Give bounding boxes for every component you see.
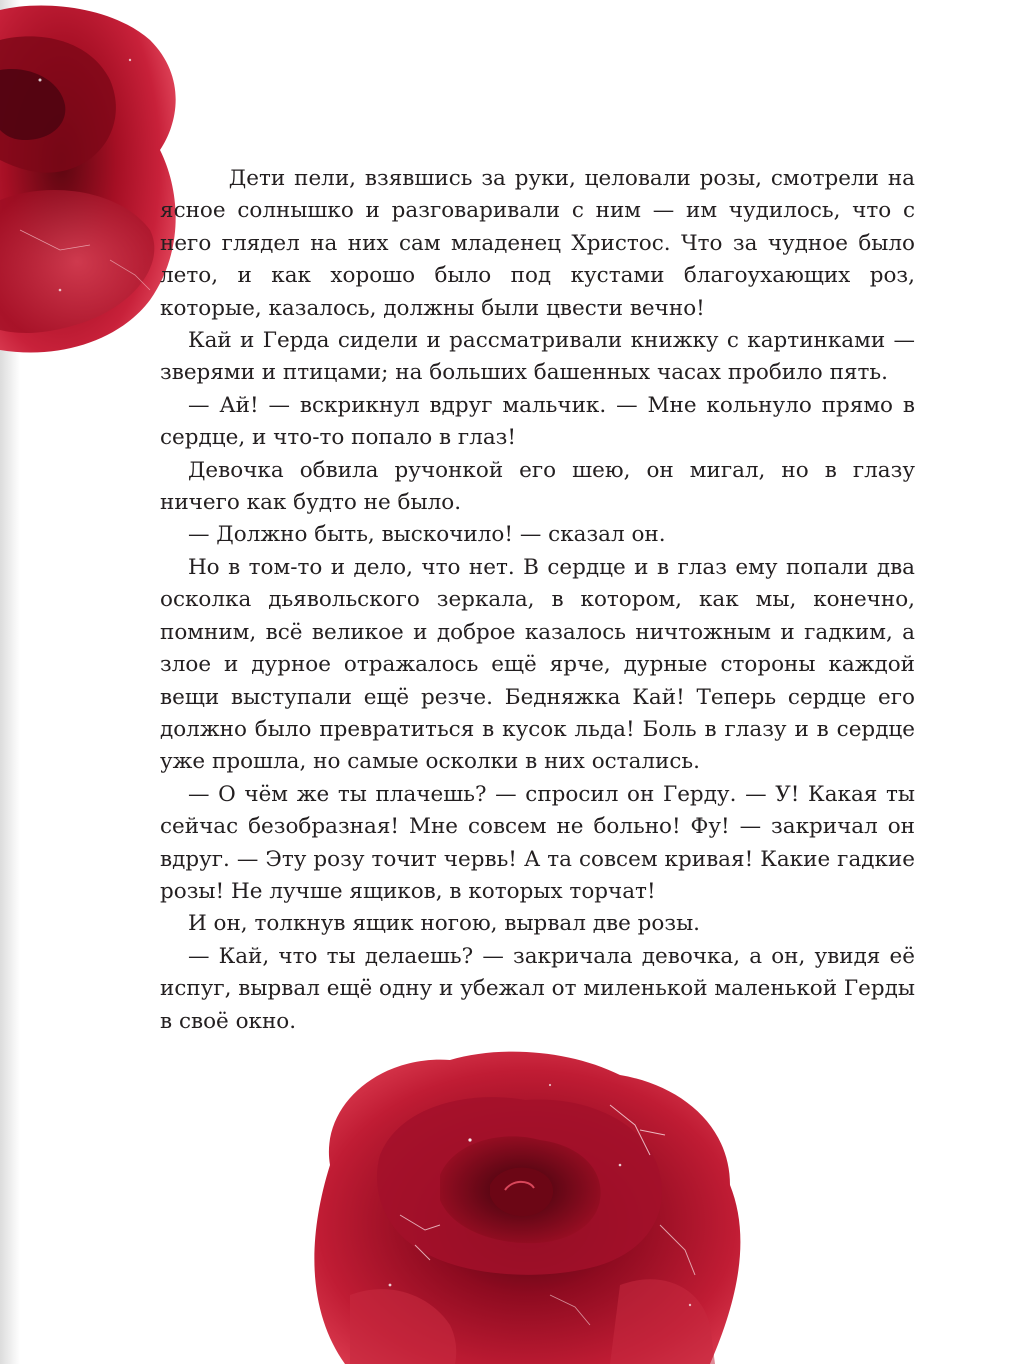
paragraph: — Ай! — вскрикнул вдруг мальчик. — Мне кольнуло прямо в сердце, и что-то попало в глаз! (160, 392, 915, 451)
paragraph: — Кай, что ты делаешь? — закричала девочка, а он, увидя её испуг, вырвал ещё одну и убежал от миленькой маленькой Герды в своё окно. (160, 943, 915, 1034)
paragraph: Дети пели, взявшись за руки, целовали розы, смотрели на ясное солнышко и разговаривали с ним — им чудилось, что с него глядел на них сам младенец Христос. Что за чудное было лето, и как хорошо было под кустами благоухающих роз, которые, казалось, должны были цвести вечно! (160, 166, 915, 321)
story-text (160, 163, 915, 1038)
paragraph: Кай и Герда сидели и рассматривали книжку с картинками — зверями и птицами; на больших башенных часах пробило пять. (160, 328, 915, 386)
paragraph: И он, толкнув ящик ногою, вырвал две розы. (187, 911, 701, 937)
paragraph: — Должно быть, выскочило! — сказал он. (187, 522, 666, 548)
paragraph: — О чём же ты плачешь? — спросил он Герду. — У! Какая ты сейчас безобразная! Мне совсем не больно! Фу! — закричал он вдруг. — Эту розу точит червь! А та совсем кривая! Какие гадкие розы! Не лучше ящиков, в которых торчат! (160, 781, 915, 904)
rose-illustration-bottom (290, 1045, 760, 1364)
paragraph: Но в том-то и дело, что нет. В сердце и в глаз ему попали два осколка дьявольского зеркала, в котором, как мы, конечно, помним, всё великое и доброе казалось ничтожным и гадким, а злое и дурное отражалось ещё ярче, дурные стороны каждой вещи выступали ещё резче. Бедняжка Кай! Теперь сердце его должно было превратиться в кусок льда! Боль в глазу и в сердце уже прошла, но самые осколки в них остались. (160, 554, 915, 775)
paragraph: Девочка обвила ручонкой его шею, он мигал, но в глазу ничего как будто не было. (160, 457, 915, 516)
